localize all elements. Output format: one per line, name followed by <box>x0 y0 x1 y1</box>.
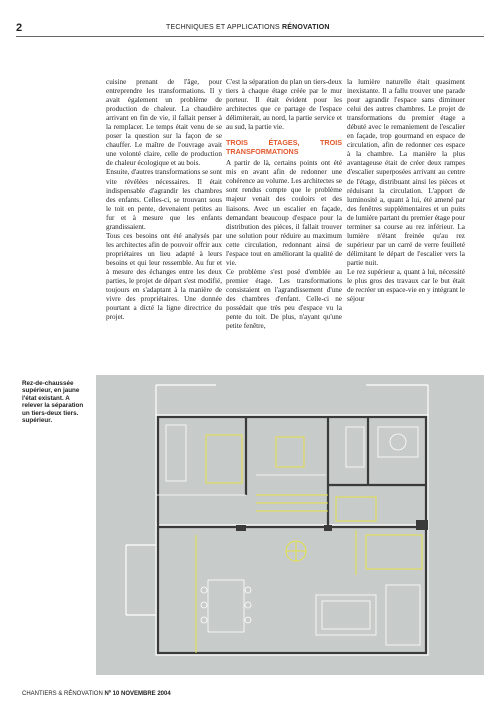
rubric-section: RÉNOVATION <box>282 24 330 31</box>
text-column-3 <box>347 78 465 304</box>
floor-plan-figure <box>96 375 484 675</box>
page-footer <box>22 691 171 697</box>
header-rule <box>16 36 484 37</box>
paragraph: Ensuite, d'autres transformations se sont vite révélées nécessaires. Il était indispensable d'agrandir les chambres des enfants. Celles-ci, se trouvant sous le toit en pente, devenaient petites au fur et à mesure que les enfants grandissaient. <box>106 168 222 231</box>
paragraph: A partir de là, certains points ont été mis en avant afin de redonner une cohérence au volume. Les architectes se sont rendus compte que le problème majeur venait des couloirs et des liaisons. Avec un escalier en façade, demandant beaucoup d'espace pour la distribution des pièces, il fallait trouver une solution pour réduire au maximum cette circulation, redonnant ainsi de l'espace tout en améliorant la qualité de vie. <box>226 159 342 267</box>
publication-name: CHANTIERS & RÉNOVATION <box>22 691 103 697</box>
figure-caption: Rez-de-chaussée supérieur, en jaune l'état existant. A relever la séparation un tiers-deux tiers. supérieur. <box>22 380 84 425</box>
floor-plan-drawing <box>96 375 484 675</box>
text-column-1 <box>106 78 222 322</box>
page-number: 2 <box>16 22 23 34</box>
issue-info: Nº 10 NOVEMBRE 2004 <box>104 691 171 697</box>
subheading: TROIS ÉTAGES, TROIS TRANSFORMATIONS <box>226 138 342 157</box>
paragraph: Le rez supérieur a, quant à lui, nécessité le plus gros des travaux car le but était de recréer un espace-vie en y intégrant le séjour <box>347 267 465 304</box>
paragraph: cuisine prenant de l'âge, pour entreprendre les transformations. Il y avait également un problème de production de chaleur. La chaudière arrivant en fin de vie, il fallait penser à la remplacer. Le temps était venu de se poser la question sur la façon de se chauffer. Le maître de l'ouvrage avait une volonté claire, celle de production de chaleur écologique et au bois. <box>106 78 222 168</box>
section-rubric <box>166 24 330 31</box>
rubric-prefix: TECHNIQUES ET APPLICATIONS <box>166 24 280 31</box>
paragraph: la lumière naturelle était quasiment inexistante. Il a fallu trouver une parade pour agrandir l'espace sans diminuer celui des autres chambres. Le projet de transformations du premier étage a débuté avec le remaniement de l'escalier en façade, trop gourmand en espace de circulation, afin de redonner ces espace à la chambre. La manière la plus avantageuse était de créer deux rampes d'escalier superposées arrivant au centre de l'étage, distribuant ainsi les pièces et réduisant la circulation. L'apport de luminosité a, quant à lui, été amené par des fenêtres supplémentaires et un puits de lumière partant du premier étage pour terminer sa course au rez inférieur. La lumière n'étant freinée qu'au rez supérieur par un carré de verre feuilleté délimitant le départ de l'escalier vers la partie nuit. <box>347 78 465 267</box>
text-column-2 <box>226 78 342 331</box>
paragraph: C'est la séparation du plan un tiers-deux tiers à chaque étage créée par le mur porteur. Il était évident pour les architectes que ce partage de l'espace délimiterait, au nord, la partie service et au sud, la partie vie. <box>226 78 342 132</box>
paragraph: Ce problème s'est posé d'emblée au premier étage. Les transformations consistaient en l'agrandissement d'une des chambres d'enfant. Celle-ci ne possédait que très peu d'espace vu la pente du toit. De plus, n'ayant qu'une petite fenêtre, <box>226 267 342 331</box>
paragraph: Tous ces besoins ont été analysés par les architectes afin de pouvoir offrir aux propriétaires un lieu adapté à leurs besoins et qui leur ressemble. Au fur et à mesure des échanges entre les deux parties, le projet de départ s'est modifié, toujours en s'adaptant à la manière de vivre des propriétaires. Une donnée pourtant a dicté la ligne directrice du projet. <box>106 231 222 322</box>
